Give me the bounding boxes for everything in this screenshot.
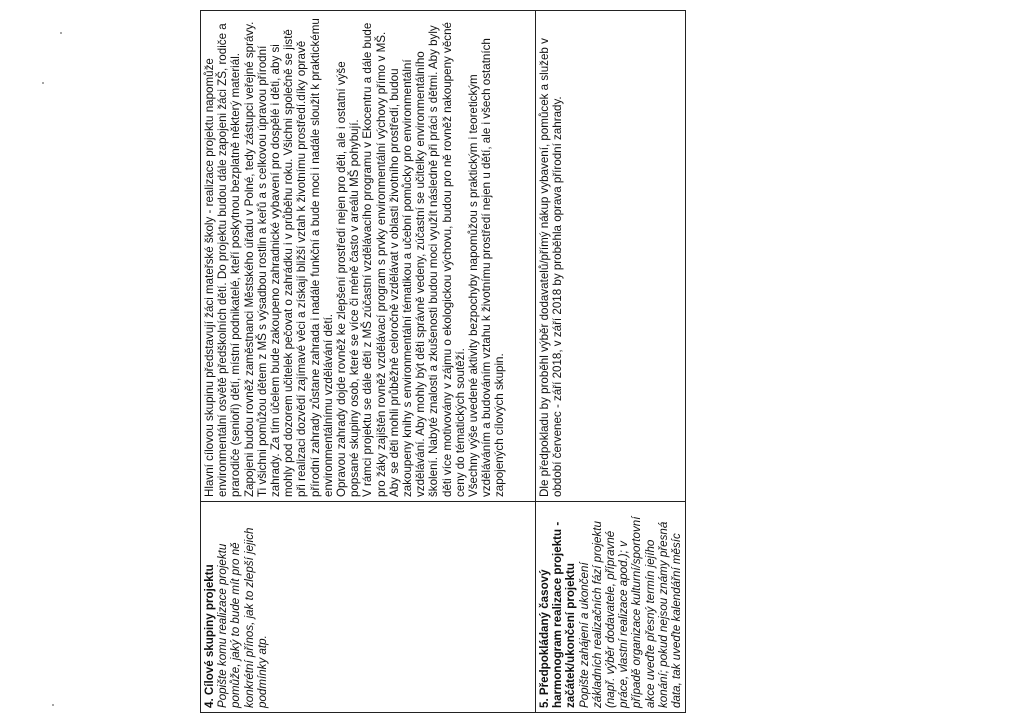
section-4-title: 4. Cílové skupiny projektu [203, 564, 216, 708]
scan-speck [52, 704, 54, 706]
answer-paragraph: Opravou zahrady dojde rovněž ke zlepšení prostředí nejen pro děti, ale i ostatní výše popsané skupiny osob, které se více či méně často v areálu MŠ pohybují. [335, 61, 362, 497]
answer-paragraph: Hlavní cílovou skupinu představují žáci mateřské školy - realizace projektu napomůže environmentální osvětě předškolních dětí. Do projektu budou dále zapojeni žáci ZŠ, rodiče a prarodiče (senioři) dětí, místní podnikatelé, kteří poskytnou bezplatně některý materiál. Zapojeni budou rovněž zaměstnanci Městského úřadu v Polné, tedy zástupci veřejné správy. Ti všichni pomůžou dětem z MŠ s výsadbou rostlin a keřů a s celkovou úpravou přírodní zahrady. Za tím účelem bude zakoupeno zahradnické vybavení pro dospělé i děti, aby si mohly pod dozorem učitelek pečovat o zahrádku i v průběhu roku. Všichni společně se jistě při realizaci dozvědí zajímavé věci a získají bližší vztah k životnímu prostředí.díky opravě přírodní zahrady zůstane zahrada i nadále funkční a bude moci i nadále sloužit k praktickému environmentálnímu vzdělávání dětí. [203, 18, 335, 497]
timeline-row [536, 11, 686, 713]
answer-paragraph: Všechny výše uvedené aktivity bezpochyby napomůžou s praktickým i teoretickým vzděláváním a budováním vztahu k životnímu prostředí nejen u dětí, ale i všech ostatních zapojených cílových skupin. [467, 38, 507, 497]
target-groups-row [201, 11, 536, 713]
scan-speck [42, 82, 44, 84]
answer-paragraph: Dle předpokladu by proběhl výběr dodavatelů/přímý nákup vybavení, pomůcek a služeb v období červenec - září 2018, v září 2018 by proběhla oprava přírodní zahrady. [538, 38, 565, 497]
timeline-answer-cell [536, 11, 686, 502]
section-5-title: 5. Předpokládaný časový harmonogram realizace projektu - začátek/ukončení projektu [538, 521, 578, 708]
section-5-hint: Popište zahájení a ukončení základních realizačních fází projektu (např. výběr dodavatele, přípravné práce, vlastní realizace apod.); v případě organizace kulturní/sportovní akce uveďte přesný termín jejího konání; pokud nejsou známy přesná data, tak uveďte kalendářní měsíc [577, 516, 684, 708]
timeline-label-cell [536, 502, 686, 713]
scan-speck [60, 32, 62, 34]
grant-form-table [200, 10, 686, 713]
answer-paragraph: V rámci projektu se dále děti z MŠ zúčastní vzdělávacího programu v Ekocentru a dále bude pro žáky zajištěn rovněž vzdělávací program s prvky environmentální výchovy přímo v MŠ. Aby se děti mohli průběžně celoročně vzdělávat v oblasti životního prostředí, budou zakoupeny knihy s environmentální tématikou a učební pomůcky pro environmentální vzdělávání. Aby mohly být děti správně vedeny, zúčastní se učitelky environmentálního školení. Nabyté znalosti a zkušenosti budou moci využít následně při práci s dětmi. Aby byly děti více motivovány v zájmu o ekologickou výchovu, budou pro ně rovněž nakoupeny věcné ceny do tématických soutěží. [361, 22, 467, 497]
target-groups-label-cell [201, 502, 536, 713]
target-groups-answer-cell [201, 11, 536, 502]
section-4-hint: Popište komu realizace projektu pomůže, jaký to bude mít pro ně konkrétní přínos, jak to zlepší jejich podmínky atp. [216, 527, 269, 708]
